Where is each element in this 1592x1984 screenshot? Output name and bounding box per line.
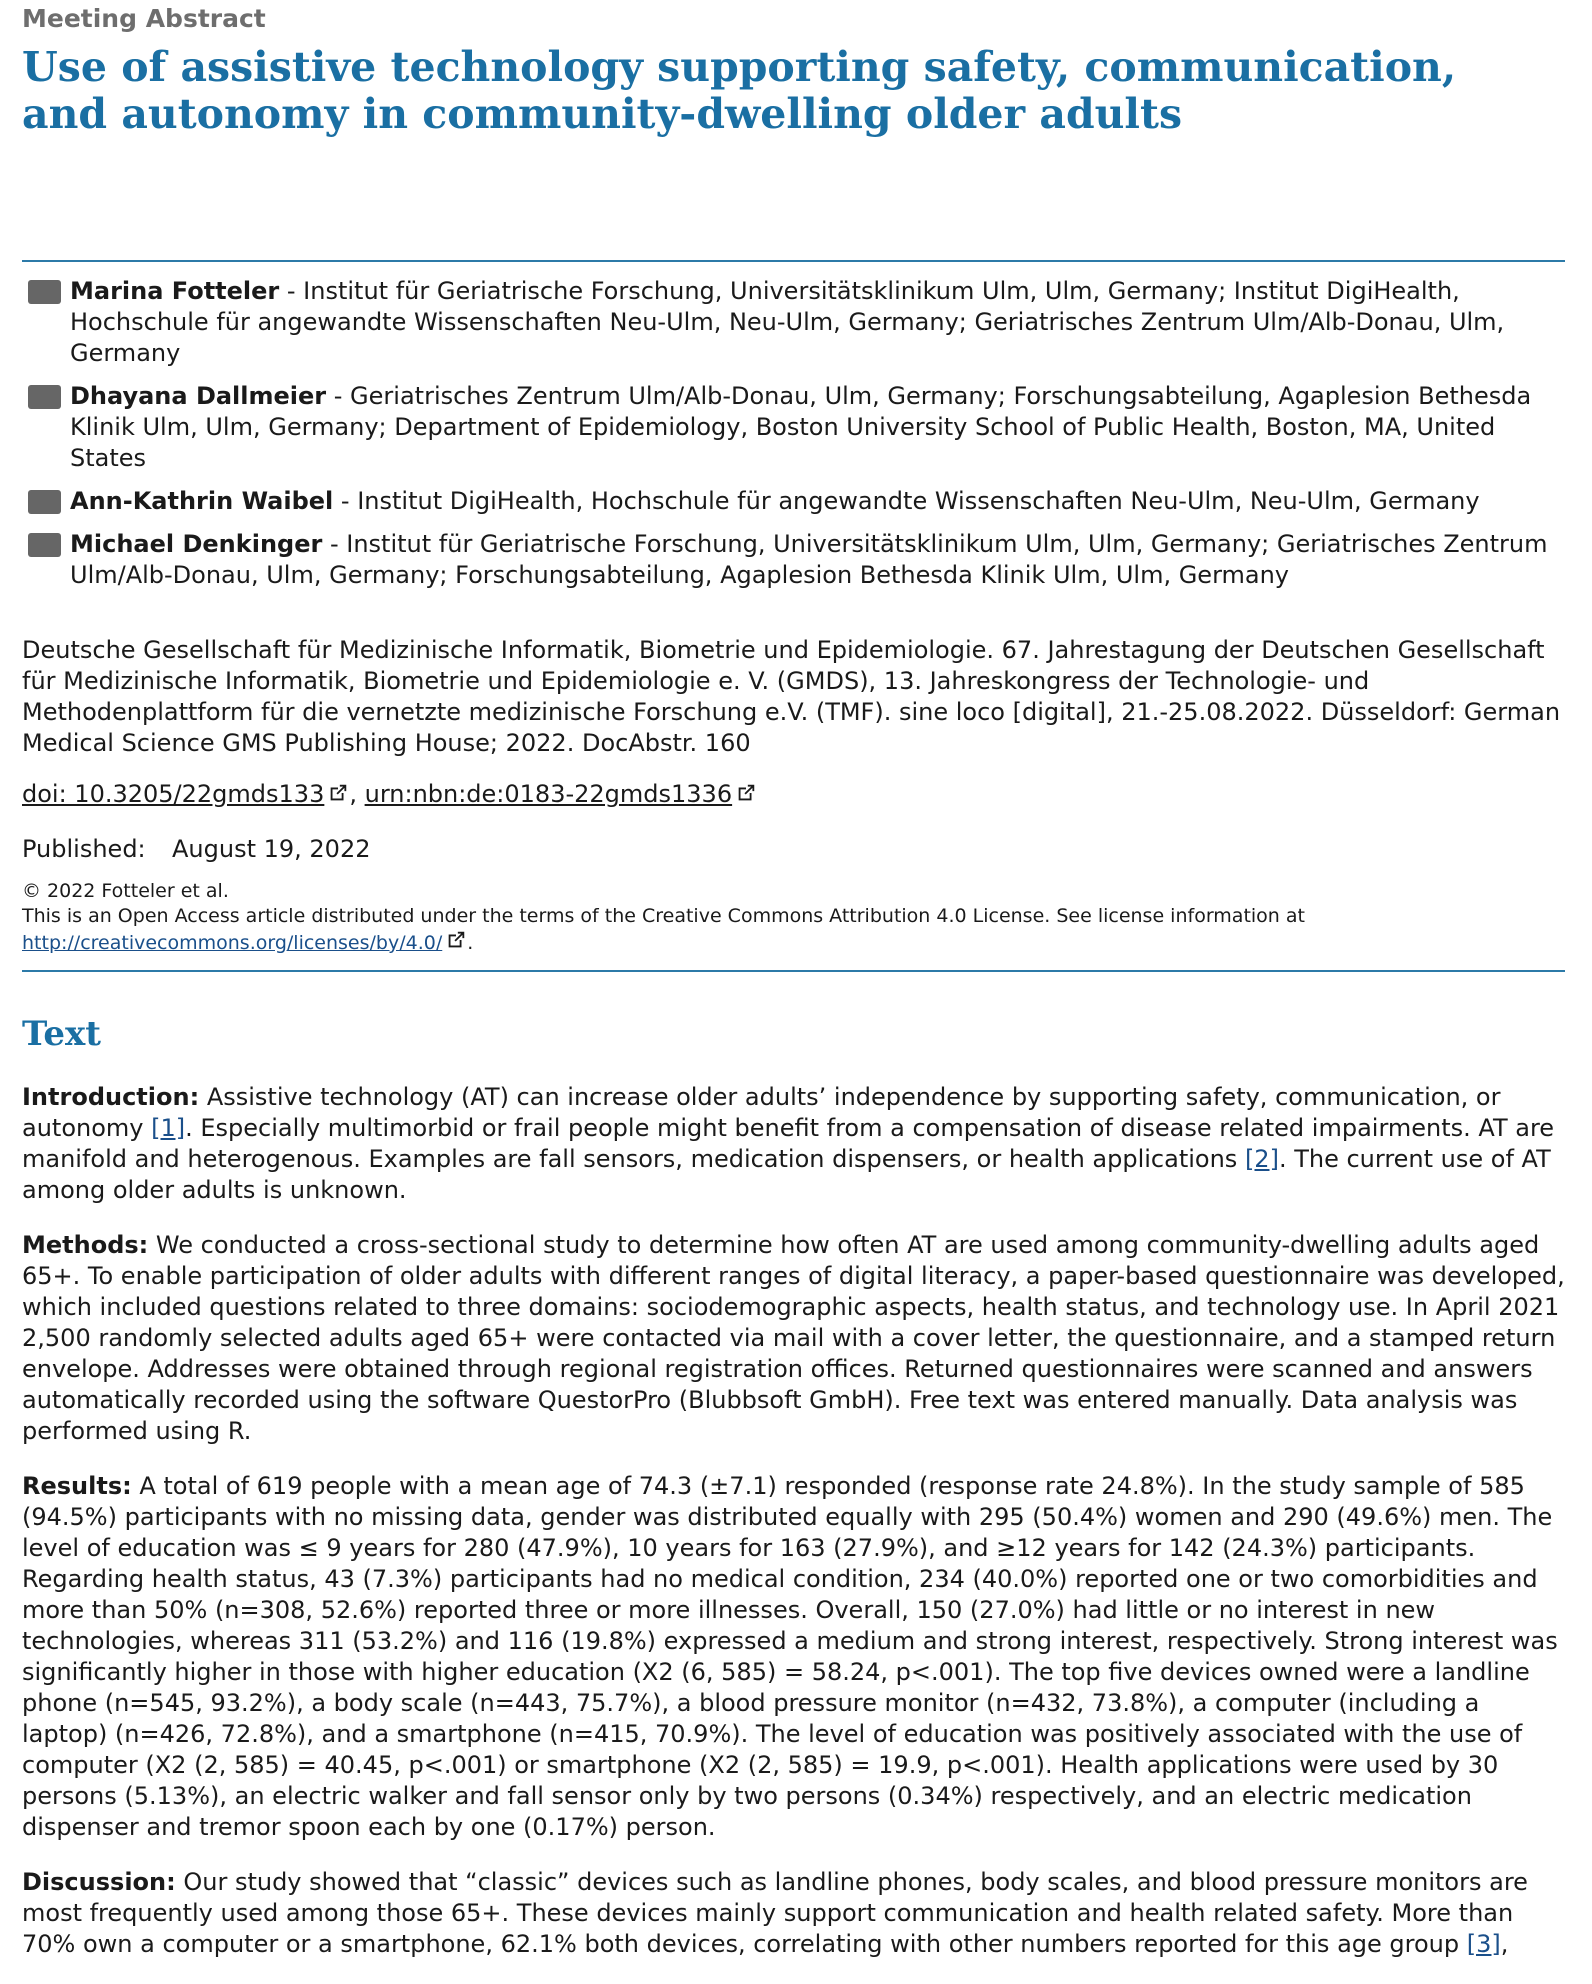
author-entry	[22, 486, 1565, 517]
section-divider	[22, 970, 1565, 972]
introduction-paragraph	[22, 1082, 1565, 1206]
methods-text: We conducted a cross-sectional study to determine how often AT are used among community-dwelling adults aged 65+. To enable participation of older adults with different ranges of digital literacy, a paper-based questionnaire was developed, which included questions related to three domains: sociodemographic aspects, health status, and technology use. In April 2021 2,500 randomly selected adults aged 65+ were contacted via mail with a cover letter, the questionnaire, and a stamped return envelope. Addresses were obtained through regional registration offices. Returned questionnaires were scanned and answers automatically recorded using the software QuestorPro (Blubbsoft GmbH). Free text was entered manually. Data analysis was performed using R.	[22, 1231, 1565, 1446]
author-affiliation: - Institut für Geriatrische Forschung, Universitätsklinikum Ulm, Ulm, Germany; Institut DigiHealth, Hochschule für angewandte Wissenschaften Neu-Ulm, Neu-Ulm, Germany; Geriatrisches Zentrum Ulm/Alb-Donau, Ulm, Germany	[70, 277, 1505, 367]
author-flag-icon	[28, 533, 61, 557]
methods-label: Methods:	[22, 1231, 149, 1260]
reference-link-1[interactable]: [1]	[151, 1114, 186, 1143]
introduction-text: . The current use of AT among older adults is unknown.	[22, 1145, 1551, 1205]
author-name: Ann-Kathrin Waibel	[70, 487, 334, 515]
citation: Deutsche Gesellschaft für Medizinische Informatik, Biometrie und Epidemiologie. 67. Jahrestagung der Deutschen Gesellschaft für Medizinische Informatik, Biometrie und Epidemiologie e. V. (GMDS), 13. Jahreskongress der Technologie- und Methodenplattform für die vernetzte medizinische Forschung e.V. (TMF). sine loco [digital], 21.-25.08.2022. Düsseldorf: German Medical Science GMS Publishing House; 2022. DocAbstr. 160	[22, 636, 1561, 757]
author-flag-icon	[28, 385, 61, 409]
author-entry	[22, 529, 1565, 591]
published-value: August 19, 2022	[172, 835, 371, 863]
author-affiliation: - Institut DigiHealth, Hochschule für angewandte Wissenschaften Neu-Ulm, Neu-Ulm, Germany	[333, 487, 1480, 515]
introduction-text: . Especially multimorbid or frail people might benefit from a compensation of disease related impairments. AT are manifold and heterogenous. Examples are fall sensors, medication dispensers, or health applications	[22, 1114, 1555, 1174]
author-name: Marina Fotteler	[70, 277, 280, 305]
author-flag-icon	[28, 490, 61, 514]
results-text: A total of 619 people with a mean age of 74.3 (±7.1) responded (response rate 24.8%). In the study sample of 585 (94.5%) participants with no missing data, gender was distributed equally with 295 (50.4%) women and 290 (49.6%) men. The level of education was ≤ 9 years for 280 (47.9%), 10 years for 163 (27.9%), and ≥12 years for 142 (24.3%) participants. Regarding health status, 43 (7.3%) participants had no medical condition, 234 (40.0%) reported one or two comorbidities and more than 50% (n=308, 52.6%) reported three or more illnesses. Overall, 150 (27.0%) had little or no interest in new technologies, whereas 311 (53.2%) and 116 (19.8%) expressed a medium and strong interest, respectively. Strong interest was significantly higher in those with higher education (X2 (6, 585) = 58.24, p<.001). The top five devices owned were a landline phone (n=545, 93.2%), a body scale (n=443, 75.7%), a blood pressure monitor (n=432, 73.8%), a computer (including a laptop) (n=426, 72.8%), and a smartphone (n=415, 70.9%). The level of education was positively associated with the use of computer (X2 (2, 585) = 40.45, p<.001) or smartphone (X2 (2, 585) = 19.9, p<.001). Health applications were used by 30 persons (5.13%), an electric walker and fall sensor only by two persons (0.34%) respectively, and an electric medication dispenser and tremor spoon each by one (0.17%) person.	[22, 1472, 1558, 1842]
author-name: Dhayana Dallmeier	[70, 382, 327, 410]
results-label: Results:	[22, 1472, 132, 1501]
copyright-notice: © 2022 Fotteler et al.	[22, 880, 229, 902]
discussion-label: Discussion:	[22, 1868, 176, 1897]
published-label: Published:	[22, 835, 146, 863]
discussion-text: ,	[1500, 1930, 1509, 1959]
discussion-paragraph	[22, 1867, 1565, 1960]
introduction-label: Introduction:	[22, 1083, 200, 1112]
license-trailing: .	[467, 932, 474, 954]
author-affiliation: - Geriatrisches Zentrum Ulm/Alb-Donau, Ulm, Germany; Forschungsabteilung, Agaplesion Bethesda Klinik Ulm, Ulm, Germany; Department of Epidemiology, Boston University School of Public Health, Boston, MA, United States	[70, 382, 1532, 472]
author-list	[22, 276, 1565, 591]
author-flag-icon	[28, 280, 61, 304]
header-divider	[22, 260, 1565, 262]
methods-paragraph	[22, 1230, 1565, 1447]
text-section-heading: Text	[22, 1014, 102, 1054]
urn-link[interactable]: urn:nbn:de:0183-22gmds1336	[364, 780, 733, 808]
identifier-separator: ,	[349, 780, 365, 808]
license-link[interactable]: http://creativecommons.org/licenses/by/4.0/	[22, 932, 443, 954]
article-title: Use of assistive technology supporting safety, communication, and autonomy in community-dwelling older adults	[22, 43, 1457, 138]
author-affiliation: - Institut für Geriatrische Forschung, Universitätsklinikum Ulm, Ulm, Germany; Geriatrisches Zentrum Ulm/Alb-Donau, Ulm, Germany; Forschungsabteilung, Agaplesion Bethesda Klinik Ulm, Ulm, Germany	[70, 530, 1548, 589]
article	[22, 0, 1565, 1984]
reference-link-3[interactable]: [3]	[1466, 1930, 1501, 1959]
author-name: Michael Denkinger	[70, 530, 323, 558]
license-link-line	[22, 929, 1565, 956]
external-link-icon[interactable]	[445, 929, 467, 951]
discussion-text: Our study showed that “classic” devices such as landline phones, body scales, and blood pressure monitors are most frequently used among those 65+. These devices mainly support communication and health related safety. More than 70% own a computer or a smartphone, 62.1% both devices, correlating with other numbers reported for this age group	[22, 1868, 1528, 1959]
introduction-text: Assistive technology (AT) can increase older adults’ independence by supporting safety, communication, or autonomy	[22, 1083, 1501, 1143]
license-text: This is an Open Access article distributed under the terms of the Creative Commons Attribution 4.0 License. See license information at	[22, 905, 1305, 927]
reference-link-2[interactable]: [2]	[1244, 1145, 1279, 1174]
article-kind: Meeting Abstract	[22, 4, 266, 33]
license-block	[22, 879, 1565, 956]
identifiers	[22, 779, 1565, 810]
external-link-icon[interactable]	[327, 782, 349, 804]
author-entry	[22, 381, 1565, 474]
author-entry	[22, 276, 1565, 369]
results-paragraph	[22, 1471, 1565, 1843]
published-date	[22, 834, 1565, 865]
doi-link[interactable]: doi: 10.3205/22gmds133	[22, 780, 325, 808]
external-link-icon[interactable]	[735, 782, 757, 804]
